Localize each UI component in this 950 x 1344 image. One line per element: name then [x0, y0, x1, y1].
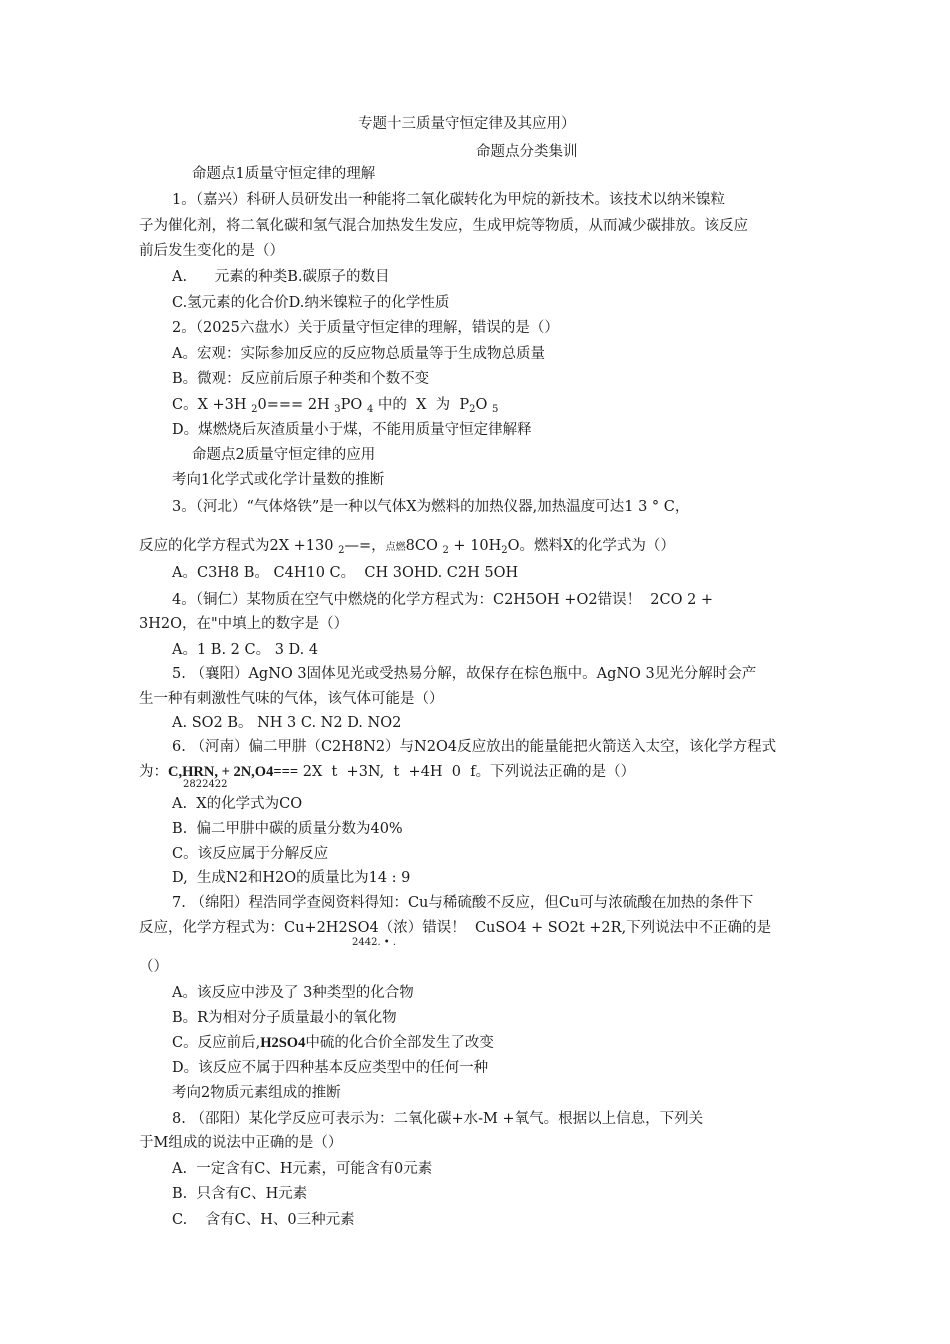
question-6-option-d: D, 生成N2和H2O的质量比为14 : 9: [172, 870, 411, 886]
text: —=，: [344, 538, 386, 554]
question-7-option-a: A。该反应中涉及了 3种类型的化合物: [172, 985, 414, 1001]
text: C。反应前后,: [172, 1035, 261, 1051]
subscript: 2: [251, 404, 258, 415]
subscript: 4: [366, 404, 374, 415]
question-1-line-3: 前后发生变化的是（）: [139, 243, 284, 259]
subscript: 5: [492, 404, 499, 415]
question-2-option-c: [172, 395, 498, 420]
text: O: [475, 397, 493, 413]
question-5-line-1: 5. （襄阳）AgNO 3固体见光或受热易分解，故保存在棕色瓶中。AgNO 3见光分解时会产: [172, 666, 757, 682]
question-6-line-1: 6. （河南）偏二甲肼（C2H8N2）与N2O4反应放出的能量能把火箭送入太空，该化学方程式: [172, 739, 777, 755]
text: 反应的化学方程式为2X +130: [139, 538, 339, 554]
text: 2X t +3N, t +4H 0 f。下列说法正确的是（）: [298, 764, 636, 780]
question-3-options: A。C3H8 B。 C4H10 C。 CH 3OHD. C2H 5OH: [172, 565, 519, 581]
text: 为：: [139, 764, 168, 780]
question-1-line-1: 1。（嘉兴）科研人员研发出一种能将二氧化碳转化为甲烷的新技术。该技术以纳米镍粒: [172, 192, 725, 208]
question-4-options: A。1 B. 2 C。 3 D. 4: [172, 642, 319, 658]
formula-bold: H2SO4: [260, 1035, 306, 1051]
question-2-option-d: D。煤燃烧后灰渣质量小于煤，不能用质量守恒定律解释: [172, 422, 532, 438]
subscript: 2: [338, 545, 345, 556]
topic-heading-2: 考向2物质元素组成的推断: [172, 1085, 341, 1101]
question-1-line-2: 子为催化剂，将二氧化碳和氢气混合加热发生发应，生成甲烷等物质，从而减少碳排放。该反应: [139, 218, 748, 234]
text: + 10H: [448, 538, 502, 554]
question-6-option-c: C。该反应属于分解反应: [172, 846, 329, 862]
question-3-line-1: 3。（河北）“气体烙铁”是一种以气体X为燃料的加热仪器,加热温度可达1 3 ° C，: [172, 499, 690, 515]
topic-heading-1: 考向1化学式或化学计量数的推断: [172, 472, 385, 488]
question-8-line-2: 于M组成的说法中正确的是（）: [139, 1135, 343, 1151]
text: C。X +3H: [172, 397, 252, 413]
text: 中硫的化合价全部发生了改变: [305, 1035, 494, 1051]
section-heading-1: 命题点1质量守恒定律的理解: [192, 166, 376, 182]
section-heading-2: 命题点2质量守恒定律的应用: [192, 447, 376, 463]
question-8-line-1: 8. （邵阳）某化学反应可表示为：二氧化碳+水-M +氧气。根据以上信息，下列关: [172, 1111, 704, 1127]
question-1-option-a: A. 元素的种类B.碳原子的数目: [172, 269, 390, 285]
question-7-line-3: （）: [139, 959, 168, 975]
subscript: 3: [334, 404, 341, 415]
text: O。燃料X的化学式为（）: [507, 538, 675, 554]
document-subtitle: 命题点分类集训: [476, 144, 578, 160]
question-8-option-b: B. 只含有C、H元素: [172, 1186, 308, 1202]
question-6-option-a: A. X的化学式为CO: [172, 796, 303, 812]
text: PO: [340, 397, 367, 413]
question-5-options: A. SO2 B。 NH 3 C. N2 D. NO2: [172, 715, 402, 731]
subscript: 2: [442, 545, 449, 556]
question-8-option-a: A. 一定含有C、H元素，可能含有0元素: [172, 1161, 433, 1177]
question-1-option-c: C.氢元素的化合价D.纳米镍粒子的化学性质: [172, 295, 450, 311]
subscript: 2: [501, 545, 508, 556]
question-3-line-2: [139, 536, 675, 561]
question-7-option-c: [172, 1033, 494, 1053]
question-2-option-b: B。微观：反应前后原子种类和个数不变: [172, 371, 430, 387]
equation-bold: C,HRN, + 2N,O4===: [168, 764, 299, 780]
question-7-option-b: B。R为相对分子质量最小的氧化物: [172, 1010, 397, 1026]
question-2-option-a: A。宏观：实际参加反应的反应物总质量等于生成物总质量: [172, 346, 545, 362]
text: 8CO: [405, 538, 443, 554]
question-7-line-2: 反应，化学方程式为：Cu+2H2SO4（浓）错误！ CuSO4 + SO2t +2R,下列说法中不正确的是: [139, 920, 772, 936]
text: 0=== 2H: [257, 397, 335, 413]
question-4-line-2: 3H2O，在"中填上的数字是（）: [139, 616, 349, 632]
question-2-line-1: 2。（2025六盘水）关于质量守恒定律的理解，错误的是（）: [172, 320, 559, 336]
subscript: 2: [469, 404, 476, 415]
question-4-line-1: 4。（铜仁）某物质在空气中燃烧的化学方程式为：C2H5OH +O2错误！ 2CO 2 +: [172, 592, 714, 608]
document-title: 专题十三质量守恒定律及其应用）: [358, 116, 576, 132]
question-7-subscript-row: 2442. • .: [352, 937, 397, 948]
question-7-option-d: D。该反应不属于四种基本反应类型中的任何一种: [172, 1060, 489, 1076]
question-6-subscript-row: 2822422: [183, 779, 228, 790]
question-6-option-b: B. 偏二甲肼中碳的质量分数为40%: [172, 821, 403, 837]
question-5-line-2: 生一种有刺激性气味的气体，该气体可能是（）: [139, 691, 444, 707]
question-8-option-c: C. 含有C、H、0三种元素: [172, 1212, 355, 1228]
text: 中的 X 为 P: [373, 397, 470, 413]
reaction-condition: 点燃: [385, 542, 406, 553]
question-7-line-1: 7. （绵阳）程浩同学查阅资料得知：Cu与稀硫酸不反应，但Cu可与浓硫酸在加热的条件下: [172, 895, 754, 911]
